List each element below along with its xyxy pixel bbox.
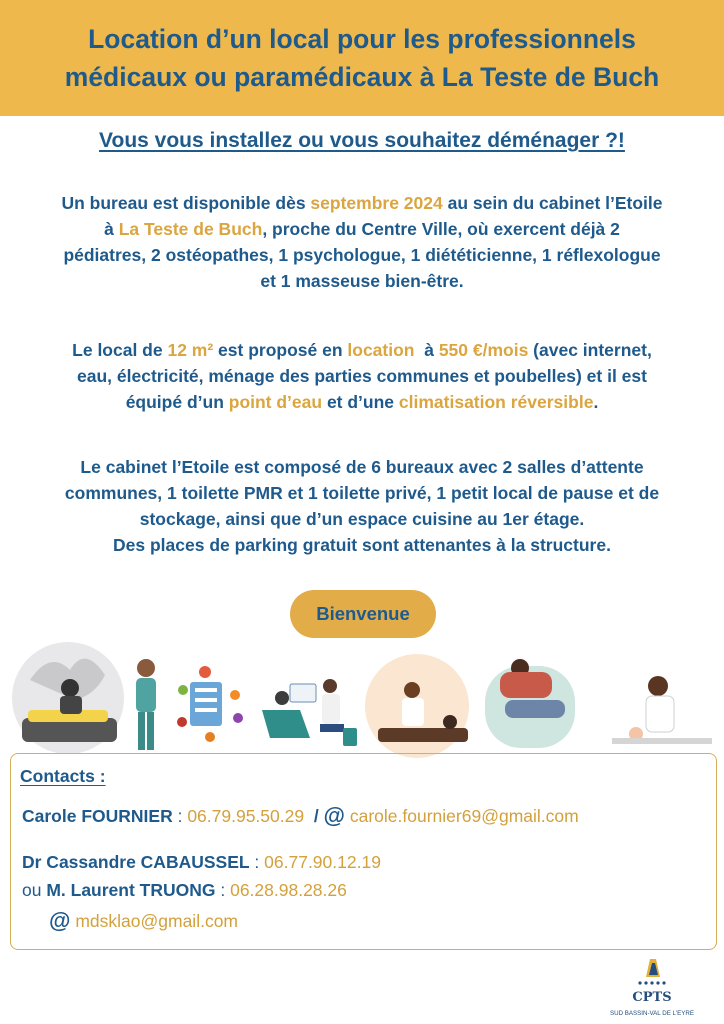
physiotherapy-scene-icon	[12, 642, 124, 754]
osteopath-icon	[485, 659, 575, 748]
massage-icon	[365, 654, 469, 758]
psychologist-session-icon	[262, 679, 357, 746]
nurse-icon	[136, 659, 156, 750]
cpts-emblem-icon	[638, 959, 665, 985]
email-link[interactable]: mdsklao@gmail.com	[75, 911, 238, 931]
paragraph-rental-terms: Le local de 12 m² est proposé en location à 550 €/mois (avec internet, eau, électricité, ménage des parties communes et poubelles) et il est équipé d’un point d’eau et d’une climatisation réversible.	[72, 340, 652, 412]
contact-laurent: ou M. Laurent TRUONG : 06.28.98.28.26	[22, 880, 347, 900]
contacts-box	[10, 753, 717, 950]
contacts-heading: Contacts :	[20, 766, 106, 786]
phone-link[interactable]: 06.28.98.28.26	[230, 880, 347, 900]
contact-cassandre: Dr Cassandre CABAUSSEL : 06.77.90.12.19	[22, 852, 381, 872]
email-link[interactable]: carole.fournier69@gmail.com	[349, 806, 579, 826]
phone-link[interactable]: 06.79.95.50.29	[187, 806, 305, 826]
nutrition-chart-icon	[177, 666, 243, 742]
at-icon: @	[49, 908, 71, 933]
page-title-line1: Location d’un local pour les professionnels	[88, 24, 636, 54]
city-name: La Teste de Buch	[118, 219, 263, 239]
paragraph-practice-description: Le cabinet l’Etoile est composé de 6 bureaux avec 2 salles d’attente communes, 1 toilette PMR et 1 toilette privé, 1 petit local de pause et de stockage, ainsi que d’un espace cuisine au 1er étage. Des places de parking gratuit sont attenantes à la structure.	[64, 457, 660, 555]
paragraph-availability: Un bureau est disponible dès septembre 2024 au sein du cabinet l’Etoile à La Teste de Buch, proche du Centre Ville, où exercent déjà 2 pédiatres, 2 ostéopathes, 1 psychologue, 1 diététicienne, 1 réflexologue et 1 masseuse bien-être.	[61, 193, 663, 291]
page-title-line2: médicaux ou paramédicaux à La Teste de Buch	[64, 62, 660, 92]
pediatrician-icon	[612, 676, 712, 744]
welcome-badge: Bienvenue	[290, 590, 436, 638]
at-icon: @	[323, 803, 345, 828]
cpts-logo	[608, 957, 704, 1021]
rent-price: 550 €/mois	[438, 340, 529, 360]
logo-name: CPTS	[632, 990, 672, 1005]
phone-link[interactable]: 06.77.90.12.19	[264, 852, 381, 872]
contact-shared-email	[49, 908, 238, 934]
surface: 12 m²	[167, 340, 214, 360]
contact-carole: Carole FOURNIER : 06.79.95.50.29 / @ carole.fournier69@gmail.com	[22, 803, 579, 828]
title-banner	[0, 0, 724, 116]
medical-illustrations	[0, 640, 724, 760]
availability-date: septembre 2024	[310, 193, 443, 213]
logo-subtitle: SUD BASSIN-VAL DE L'EYRE	[609, 1010, 695, 1017]
subtitle: Vous vous installez ou vous souhaitez déménager ?!	[99, 129, 625, 152]
